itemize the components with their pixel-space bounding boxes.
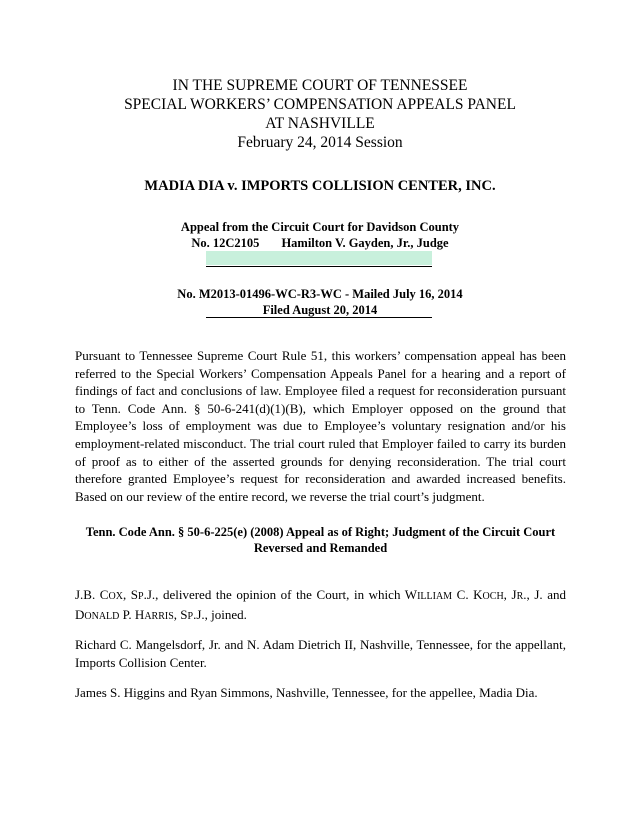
court-name: IN THE SUPREME COURT OF TENNESSEE [172,77,468,94]
divider-line [206,317,432,318]
highlight-band [206,251,432,265]
opinion-author-paragraph: J.B. COX, SP.J., delivered the opinion of the Court, in which WILLIAM C. KOCH, JR., J. and DONALD P. HARRIS, SP.J., joined. [75,587,566,622]
filing-info [0,286,640,318]
trial-docket-number: No. 12C2105 [191,236,260,250]
case-title: MADIA DIA v. IMPORTS COLLISION CENTER, INC. [144,178,496,194]
counsel-appellant: Richard C. Mangelsdorf, Jr. and N. Adam Dietrich II, Nashville, Tennessee, for the appellant, Imports Collision Center. [75,637,566,670]
divider-line [206,266,432,267]
appeal-docket-line [0,235,640,251]
counsel-appellee: James S. Higgins and Ryan Simmons, Nashville, Tennessee, for the appellee, Madia Dia. [75,685,538,700]
court-location: AT NASHVILLE [265,115,375,132]
appeal-court: Appeal from the Circuit Court for Davidson County [180,220,460,234]
syllabus-paragraph: Pursuant to Tennessee Supreme Court Rule 51, this workers’ compensation appeal has been referred to the Special Workers’ Compensation Appeals Panel for a hearing and a report of findings of fact and conclusions of law. Employee filed a request for reconsideration pursuant to Tenn. Code Ann. § 50-6-241(d)(1)(B), which Employer opposed on the ground that Employee’s loss of employment was due to Employee’s voluntary resignation and/or his employment-related misconduct. The trial court ruled that Employer failed to carry its burden of proof as to either of the asserted grounds for denying reconsideration. The trial court therefore granted Employee’s request for reconsideration and awarded increased benefits. Based on our review of the entire record, we reverse the trial court’s judgment. [75,348,566,504]
trial-judge: Hamilton V. Gayden, Jr., Judge [281,236,449,250]
panel-name: SPECIAL WORKERS’ COMPENSATION APPEALS PANEL [124,96,516,113]
appeal-info [0,219,640,251]
filed-date: Filed August 20, 2014 [262,303,378,317]
court-header [0,76,640,152]
appeal-number-mailed: No. M2013-01496-WC-R3-WC - Mailed July 16, 2014 [177,287,463,301]
holding-summary: Tenn. Code Ann. § 50-6-225(e) (2008) Appeal as of Right; Judgment of the Circuit Court Reversed and Remanded [85,525,556,555]
session-date: February 24, 2014 Session [237,134,403,151]
